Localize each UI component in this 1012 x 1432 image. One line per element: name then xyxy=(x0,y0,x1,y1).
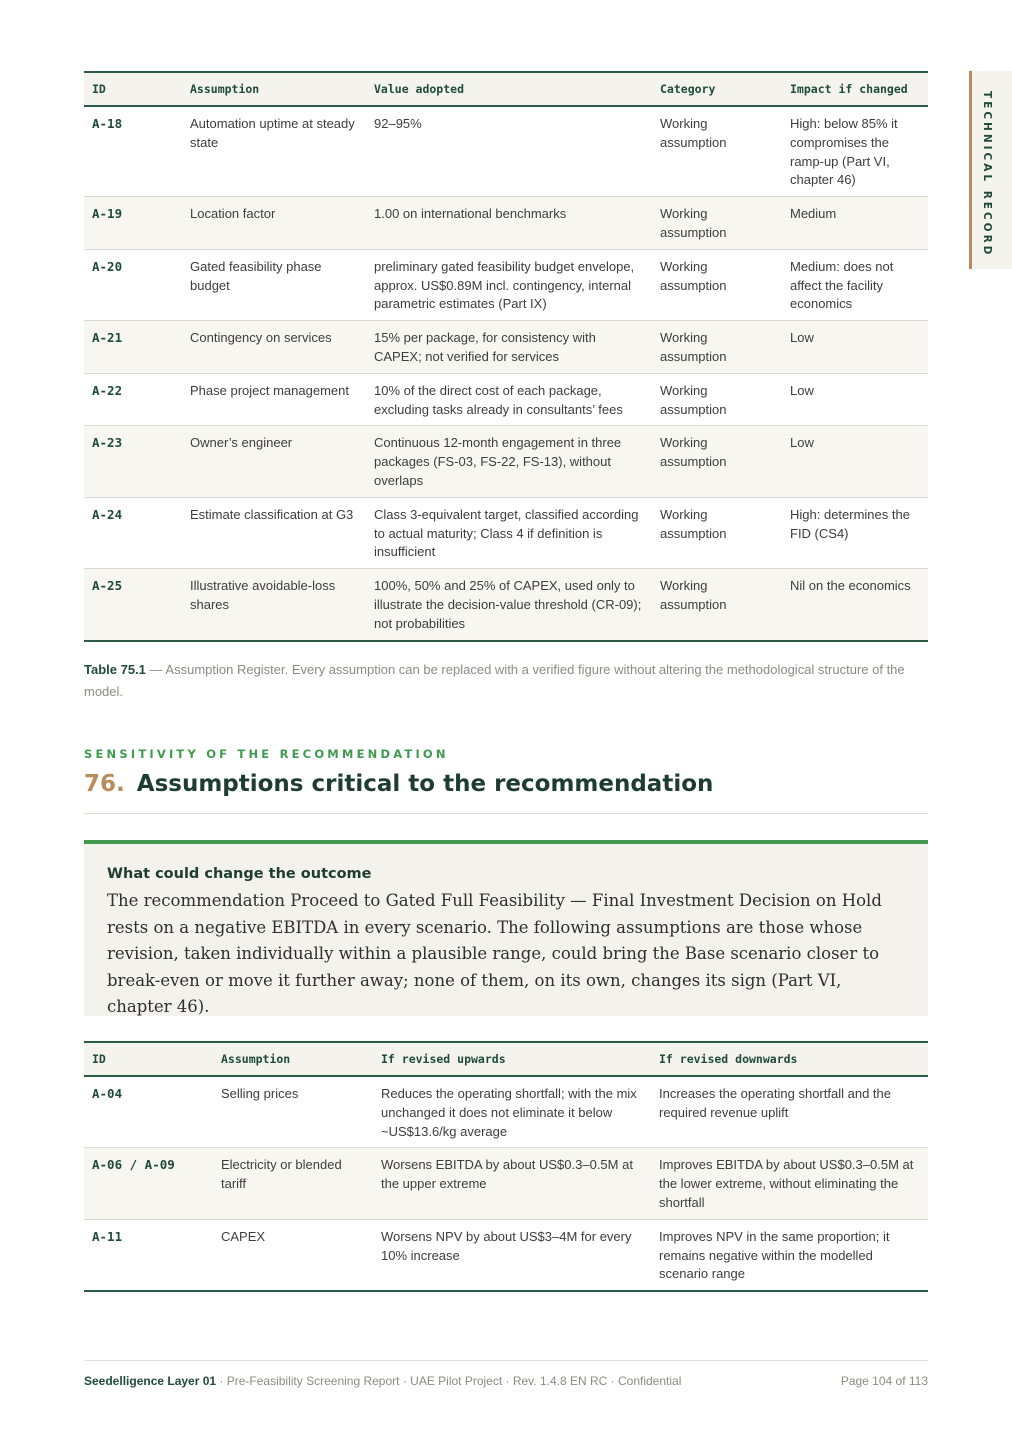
callout-body: The recommendation Proceed to Gated Full Feasibility — Final Investment Decision on Hold rests on a negative EBITDA in every scenario. The following assumptions are those whose revision, taken individually within a plausible range, could bring the Base scenario closer to break-even or move it further away; none of them, on its own, changes its sign (Part VI, chapter 46). xyxy=(107,891,882,1016)
caption-text: — Assumption Register. Every assumption can be replaced with a verified figure without altering the methodological structure of the model. xyxy=(84,662,905,699)
cell-assumption: Owner’s engineer xyxy=(182,426,366,497)
cell-assumption: Estimate classification at G3 xyxy=(182,497,366,568)
cell-assumption: Selling prices xyxy=(213,1076,373,1148)
page-footer xyxy=(84,1360,928,1396)
col-header-assumption: Assumption xyxy=(182,72,366,106)
cell-assumption: Illustrative avoidable-loss shares xyxy=(182,569,366,641)
cell-value: Continuous 12-month engagement in three packages (FS-03, FS-22, FS-13), without overlaps xyxy=(366,426,652,497)
cell-category: Working assumption xyxy=(652,249,782,320)
cell-impact: High: determines the FID (CS4) xyxy=(782,497,928,568)
col-header-assumption: Assumption xyxy=(213,1042,373,1076)
col-header-id: ID xyxy=(84,72,182,106)
cell-id: A-21 xyxy=(84,321,182,374)
table-row xyxy=(84,497,928,568)
cell-value: 92–95% xyxy=(366,106,652,197)
cell-impact: Low xyxy=(782,321,928,374)
cell-upwards: Reduces the operating shortfall; with the mix unchanged it does not eliminate it below ~US$13.6/kg average xyxy=(373,1076,651,1148)
table-header-row xyxy=(84,1042,928,1076)
cell-downwards: Improves NPV in the same proportion; it remains negative within the modelled scenario range xyxy=(651,1219,928,1291)
cell-value: 10% of the direct cost of each package, excluding tasks already in consultants’ fees xyxy=(366,373,652,426)
side-tab-label: TECHNICAL RECORD xyxy=(981,91,993,258)
page-number: Page 104 of 113 xyxy=(840,1374,928,1388)
cell-id: A-18 xyxy=(84,106,182,197)
cell-id: A-24 xyxy=(84,497,182,568)
cell-id: A-25 xyxy=(84,569,182,641)
cell-category: Working assumption xyxy=(652,373,782,426)
cell-assumption: Contingency on services xyxy=(182,321,366,374)
cell-impact: Medium: does not affect the facility economics xyxy=(782,249,928,320)
col-header-id: ID xyxy=(84,1042,213,1076)
table-row xyxy=(84,569,928,641)
cell-id: A-11 xyxy=(84,1219,213,1291)
footer-meta-text: · Pre-Feasibility Screening Report · UAE Pilot Project · Rev. 1.4.8 EN RC · Confidential xyxy=(216,1374,682,1388)
cell-category: Working assumption xyxy=(652,569,782,641)
section-kicker: SENSITIVITY OF THE RECOMMENDATION xyxy=(84,747,449,761)
cell-id: A-06 / A-09 xyxy=(84,1148,213,1219)
col-header-value: Value adopted xyxy=(366,72,652,106)
cell-value: Class 3-equivalent target, classified according to actual maturity; Class 4 if definition is insufficient xyxy=(366,497,652,568)
section-number: 76. xyxy=(84,771,125,797)
cell-impact: High: below 85% it compromises the ramp-up (Part VI, chapter 46) xyxy=(782,106,928,197)
table-header-row xyxy=(84,72,928,106)
cell-assumption: Gated feasibility phase budget xyxy=(182,249,366,320)
cell-downwards: Improves EBITDA by about US$0.3–0.5M at the lower extreme, without eliminating the shortfall xyxy=(651,1148,928,1219)
cell-value: 15% per package, for consistency with CAPEX; not verified for services xyxy=(366,321,652,374)
cell-assumption: Phase project management xyxy=(182,373,366,426)
callout-heading: What could change the outcome xyxy=(107,866,372,882)
table-row xyxy=(84,1219,928,1291)
cell-id: A-04 xyxy=(84,1076,213,1148)
col-header-category: Category xyxy=(652,72,782,106)
cell-id: A-20 xyxy=(84,249,182,320)
col-header-downwards: If revised downwards xyxy=(651,1042,928,1076)
cell-id: A-19 xyxy=(84,197,182,250)
section-title: Assumptions critical to the recommendation xyxy=(136,771,714,797)
cell-value: preliminary gated feasibility budget envelope, approx. US$0.89M incl. contingency, internal parametric estimates (Part IX) xyxy=(366,249,652,320)
cell-category: Working assumption xyxy=(652,106,782,197)
cell-assumption: Location factor xyxy=(182,197,366,250)
critical-assumptions-table xyxy=(84,1041,928,1292)
cell-assumption: Automation uptime at steady state xyxy=(182,106,366,197)
outcome-callout xyxy=(84,840,928,1016)
cell-category: Working assumption xyxy=(652,426,782,497)
side-tab xyxy=(969,71,1012,269)
cell-category: Working assumption xyxy=(652,497,782,568)
cell-value: 1.00 on international benchmarks xyxy=(366,197,652,250)
cell-category: Working assumption xyxy=(652,197,782,250)
cell-value: 100%, 50% and 25% of CAPEX, used only to illustrate the decision-value threshold (CR-09); not probabilities xyxy=(366,569,652,641)
cell-impact: Low xyxy=(782,426,928,497)
cell-id: A-23 xyxy=(84,426,182,497)
table-row xyxy=(84,197,928,250)
table-caption xyxy=(84,659,914,703)
cell-impact: Medium xyxy=(782,197,928,250)
table-row xyxy=(84,1148,928,1219)
cell-upwards: Worsens NPV by about US$3–4M for every 10% increase xyxy=(373,1219,651,1291)
section-heading xyxy=(84,771,928,814)
table-row xyxy=(84,249,928,320)
table-row xyxy=(84,106,928,197)
cell-downwards: Increases the operating shortfall and the required revenue uplift xyxy=(651,1076,928,1148)
cell-impact: Nil on the economics xyxy=(782,569,928,641)
table-row xyxy=(84,373,928,426)
cell-category: Working assumption xyxy=(652,321,782,374)
caption-label: Table 75.1 xyxy=(84,662,146,677)
table-row xyxy=(84,426,928,497)
cell-assumption: Electricity or blended tariff xyxy=(213,1148,373,1219)
cell-assumption: CAPEX xyxy=(213,1219,373,1291)
footer-meta xyxy=(84,1374,681,1388)
table-row xyxy=(84,321,928,374)
cell-impact: Low xyxy=(782,373,928,426)
assumption-register-table xyxy=(84,71,928,642)
cell-id: A-22 xyxy=(84,373,182,426)
table-row xyxy=(84,1076,928,1148)
cell-upwards: Worsens EBITDA by about US$0.3–0.5M at the upper extreme xyxy=(373,1148,651,1219)
footer-brand: Seedelligence Layer 01 xyxy=(84,1374,217,1388)
col-header-upwards: If revised upwards xyxy=(373,1042,651,1076)
col-header-impact: Impact if changed xyxy=(782,72,928,106)
